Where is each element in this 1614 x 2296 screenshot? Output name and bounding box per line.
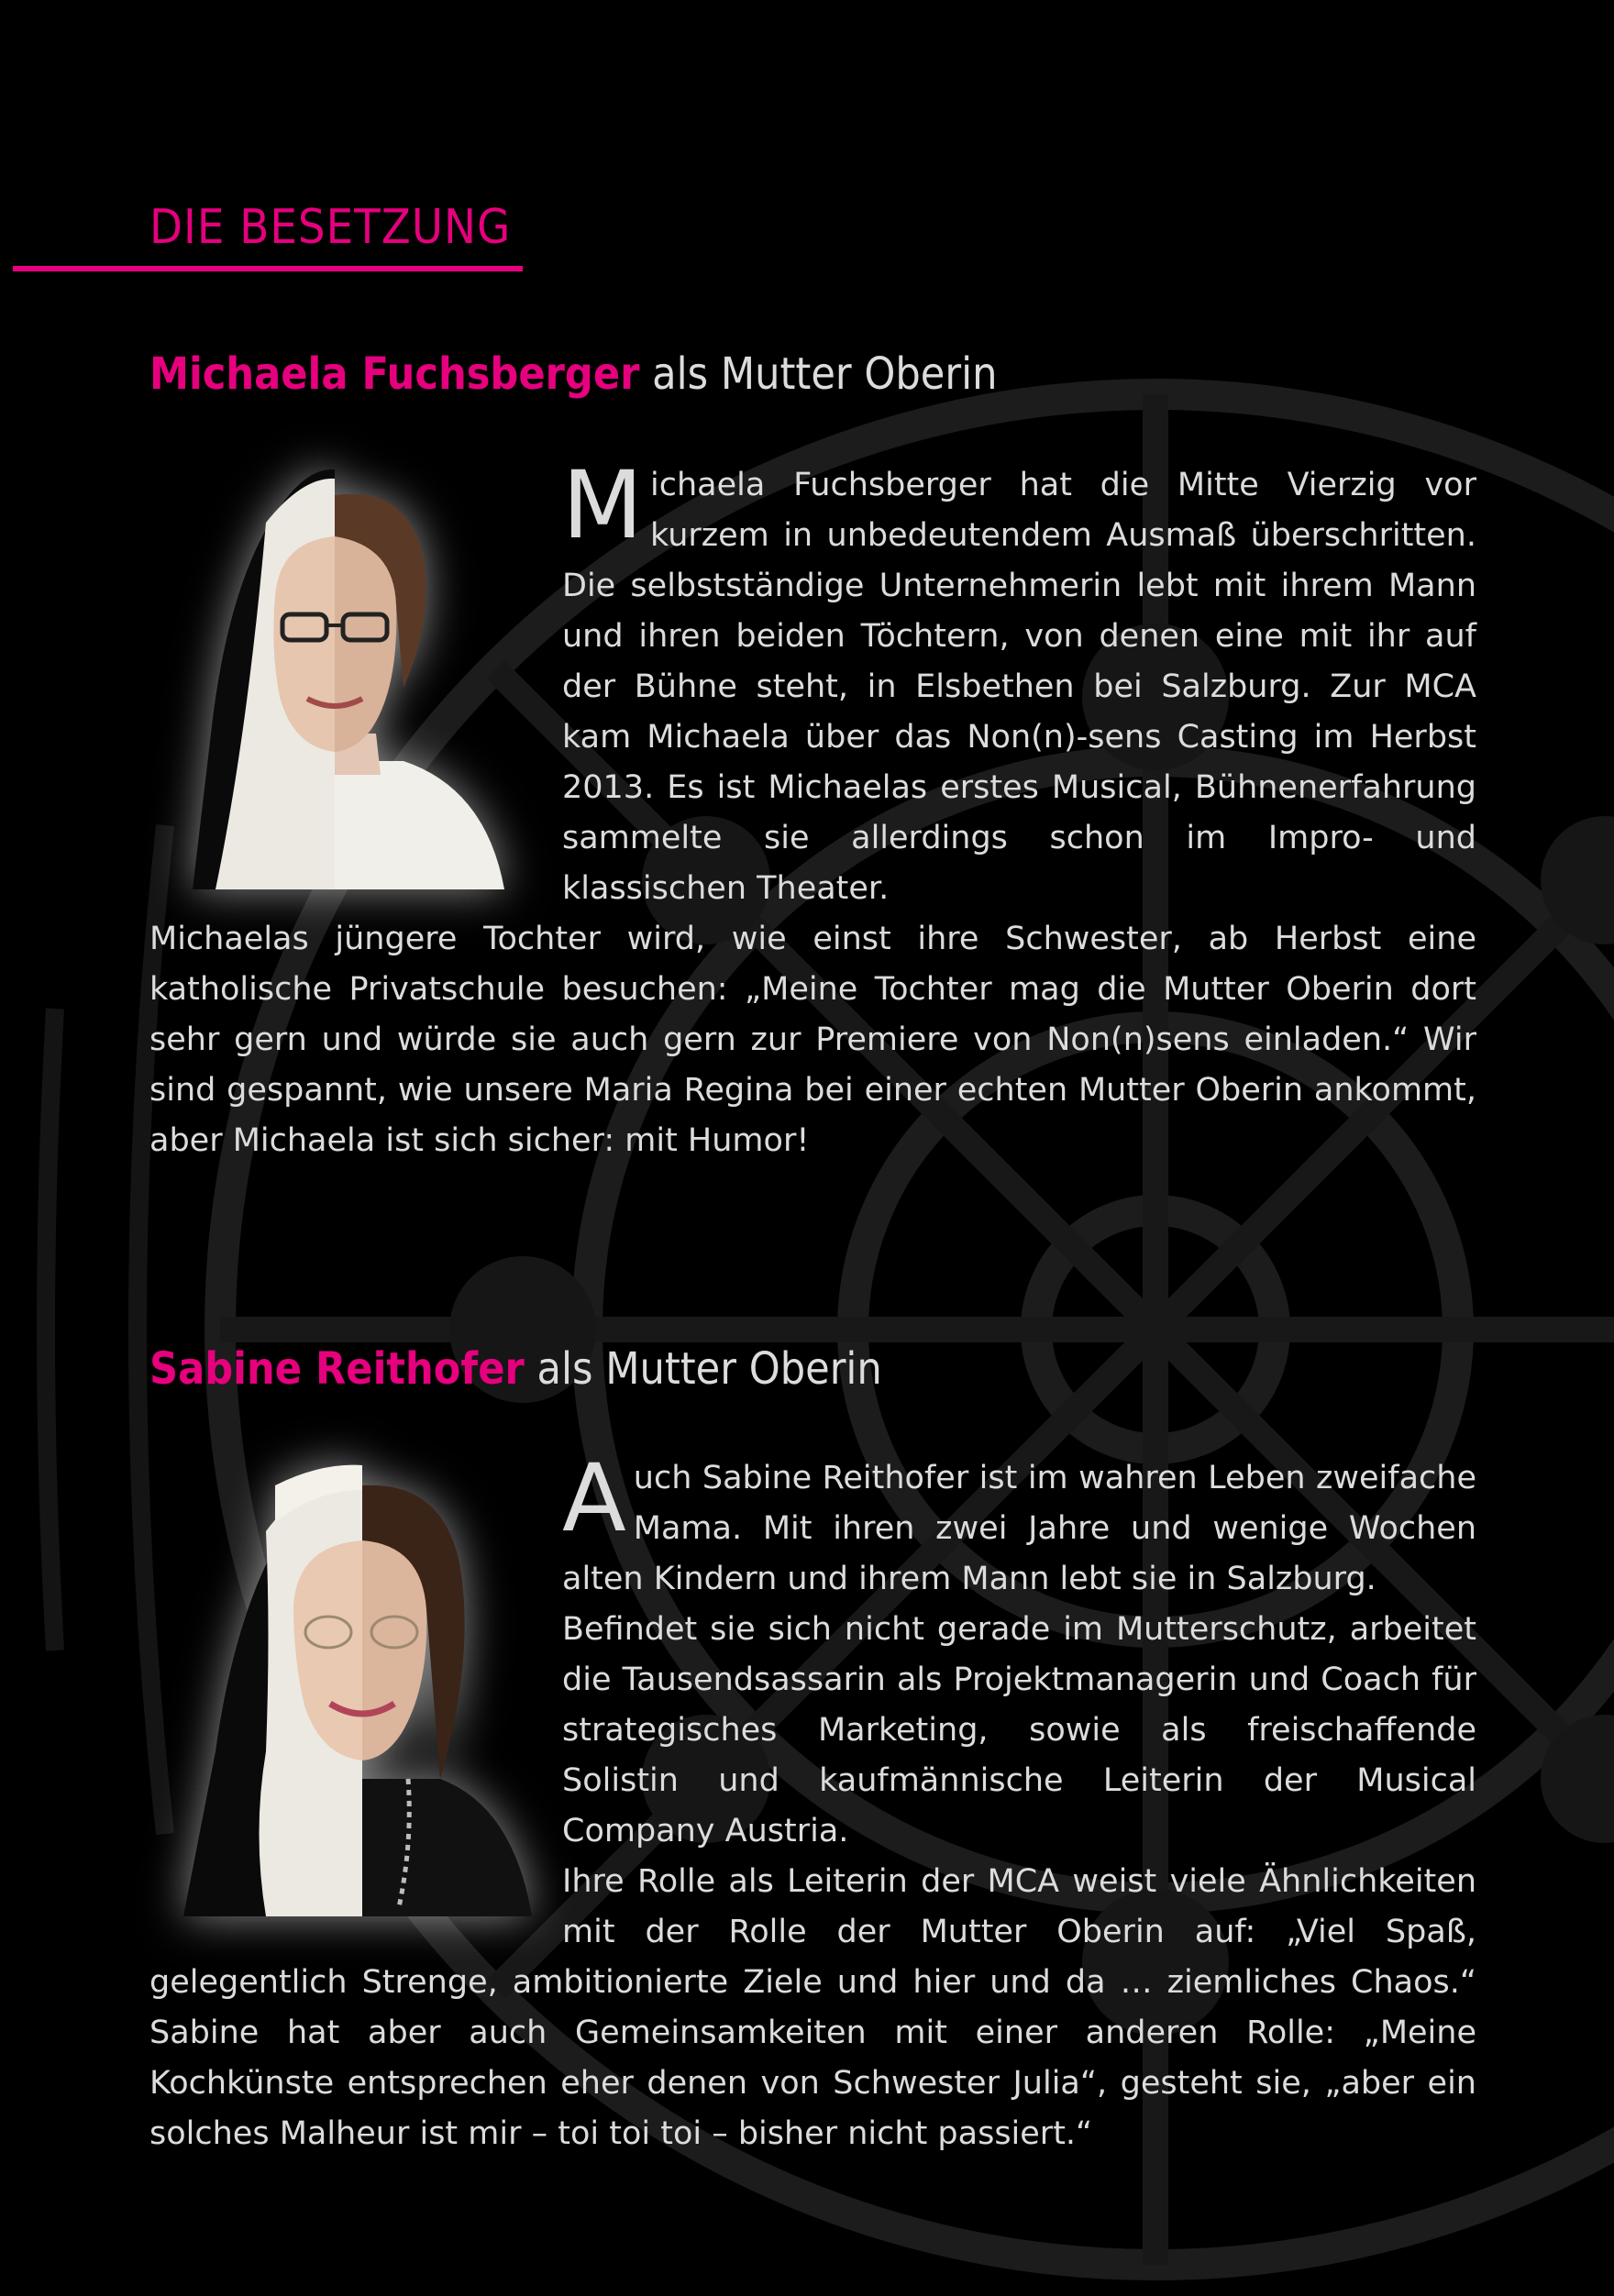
section-title: DIE BESETZUNG [149, 200, 512, 255]
cast-role: als Mutter Oberin [652, 348, 998, 400]
cast-name: Sabine Reithofer [149, 1343, 525, 1395]
cast-role: als Mutter Oberin [536, 1343, 882, 1395]
bio-sabine [149, 1444, 1476, 2159]
cast-heading-michaela [149, 348, 997, 400]
bio-michaela [149, 451, 1476, 1166]
cast-name: Michaela Fuchsberger [149, 348, 640, 400]
section-title-underline [13, 266, 523, 271]
drop-cap: A [562, 1444, 626, 1553]
bio-paragraph: Ihre Rolle als Leiterin der MCA weist viele Ähnlichkeiten mit der Rolle der Mutter Oberin auf: „Viel Spaß, gelegentlich Strenge, ambitionierte Ziele und hier und da … ziemliches Chaos.“ Sabine hat aber auch Gemeinsamkeiten mit einer anderen Rolle: „Meine Kochkünste entsprechen eher denen von Schwester Julia“, gesteht sie, „aber ein solches Malheur ist mir – toi toi toi – bisher nicht passiert.“ [149, 1863, 1476, 2152]
cast-heading-sabine [149, 1343, 882, 1395]
portrait-spacer [149, 460, 562, 891]
bio-paragraph: Befindet sie sich nicht gerade im Mutterschutz, arbeitet die Tausendsassarin als Projektmanagerin und Coach für strategisches Marketing, sowie als freischaffende Solistin und kaufmännische Leiterin der Musical Company Austria. [562, 1611, 1476, 1849]
portrait-spacer [149, 1453, 562, 1912]
drop-cap: M [562, 451, 644, 560]
bio-paragraph: ichaela Fuchsberger hat die Mitte Vierzig vor kurzem in unbedeutendem Ausmaß überschritten. Die selbstständige Unternehmerin lebt mit ihrem Mann und ihren beiden Töchtern, von denen eine mit ihr auf der Bühne steht, in Elsbethen bei Salzburg. Zur MCA kam Michaela über das Non(n)-sens Casting im Herbst 2013. Es ist Michaelas erstes Musical, Bühnenerfahrung sammelte sie allerdings schon im Impro- und klassischen Theater. [562, 467, 1476, 907]
bio-paragraph: Michaelas jüngere Tochter wird, wie einst ihre Schwester, ab Herbst eine katholische Privatschule besuchen: „Meine Tochter mag die Mutter Oberin dort sehr gern und würde sie auch gern zur Premiere von Non(n)sens einladen.“ Wir sind gespannt, wie unsere Maria Regina bei einer echten Mutter Oberin ankommt, aber Michaela ist sich sicher: mit Humor! [149, 921, 1476, 1159]
bio-paragraph: uch Sabine Reithofer ist im wahren Leben zweifache Mama. Mit ihren zwei Jahre und wenige Wochen alten Kindern und ihrem Mann lebt sie in Salzburg. [562, 1460, 1476, 1597]
